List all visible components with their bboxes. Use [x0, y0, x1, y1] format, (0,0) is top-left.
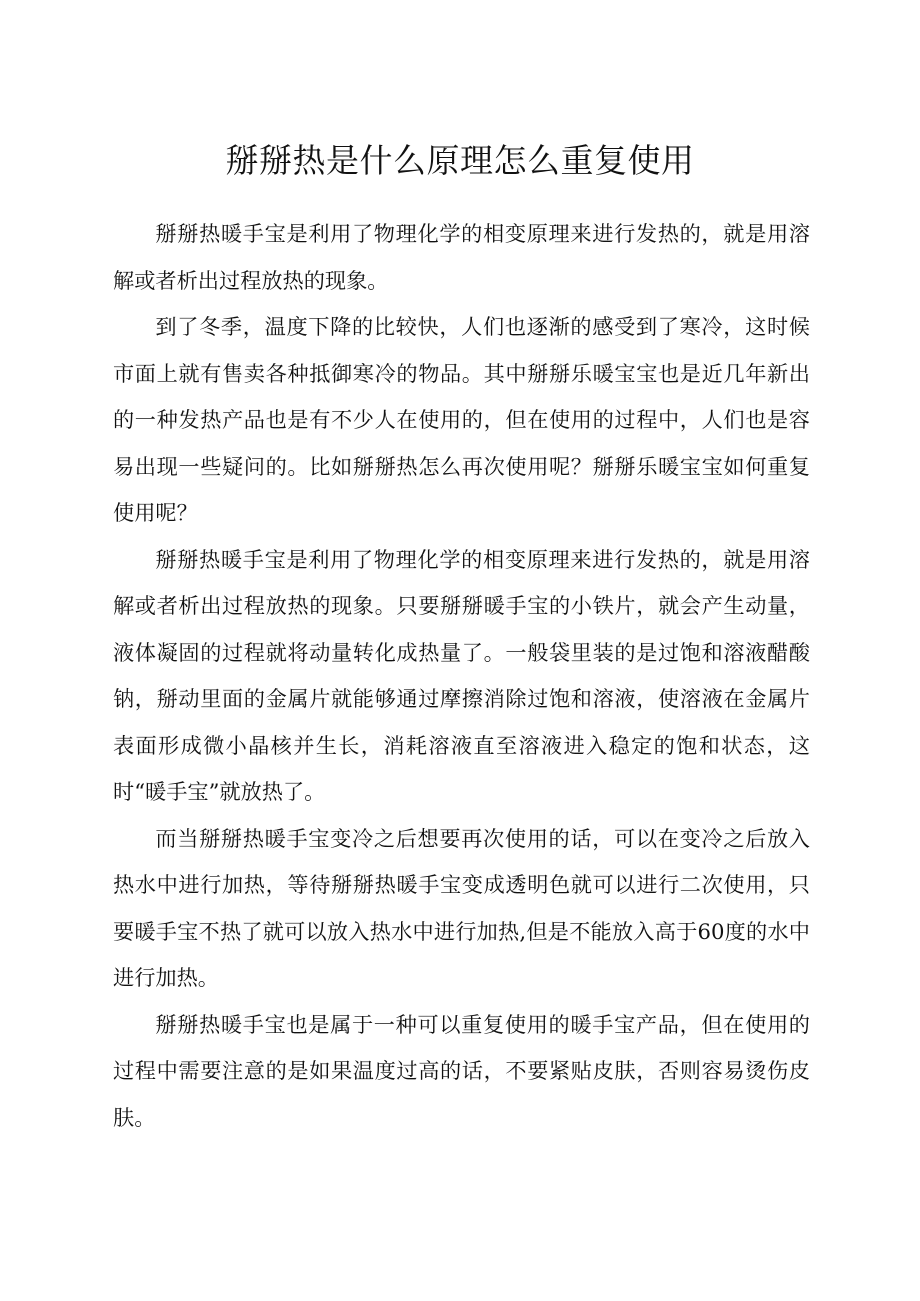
paragraph-1: 掰掰热暖手宝是利用了物理化学的相变原理来进行发热的，就是用溶解或者析出过程放热的现象。 — [113, 221, 810, 293]
document-title: 掰掰热是什么原理怎么重复使用 — [225, 141, 695, 181]
paragraph-4: 而当掰掰热暖手宝变冷之后想要再次使用的话，可以在变冷之后放入热水中进行加热，等待掰掰热暖手宝变成透明色就可以进行二次使用，只要暖手宝不热了就可以放入热水中进行加热,但是不能放入高于60度的水中进行加热。 — [113, 825, 810, 990]
document-body — [113, 211, 810, 1141]
paragraph-3: 掰掰热暖手宝是利用了物理化学的相变原理来进行发热的，就是用溶解或者析出过程放热的现象。只要掰掰暖手宝的小铁片，就会产生动量，液体凝固的过程就将动量转化成热量了。一般袋里装的是过饱和溶液醋酸钠，掰动里面的金属片就能够通过摩擦消除过饱和溶液，使溶液在金属片表面形成微小晶核并生长，消耗溶液直至溶液进入稳定的饱和状态，这时“暖手宝”就放热了。 — [113, 546, 810, 804]
paragraph-5: 掰掰热暖手宝也是属于一种可以重复使用的暖手宝产品，但在使用的过程中需要注意的是如果温度过高的话，不要紧贴皮肤，否则容易烫伤皮肤。 — [113, 1011, 810, 1130]
paragraph-2: 到了冬季，温度下降的比较快，人们也逐渐的感受到了寒冷，这时候市面上就有售卖各种抵御寒冷的物品。其中掰掰乐暖宝宝也是近几年新出的一种发热产品也是有不少人在使用的，但在使用的过程中，人们也是容易出现一些疑问的。比如掰掰热怎么再次使用呢？掰掰乐暖宝宝如何重复使用呢？ — [113, 314, 810, 525]
